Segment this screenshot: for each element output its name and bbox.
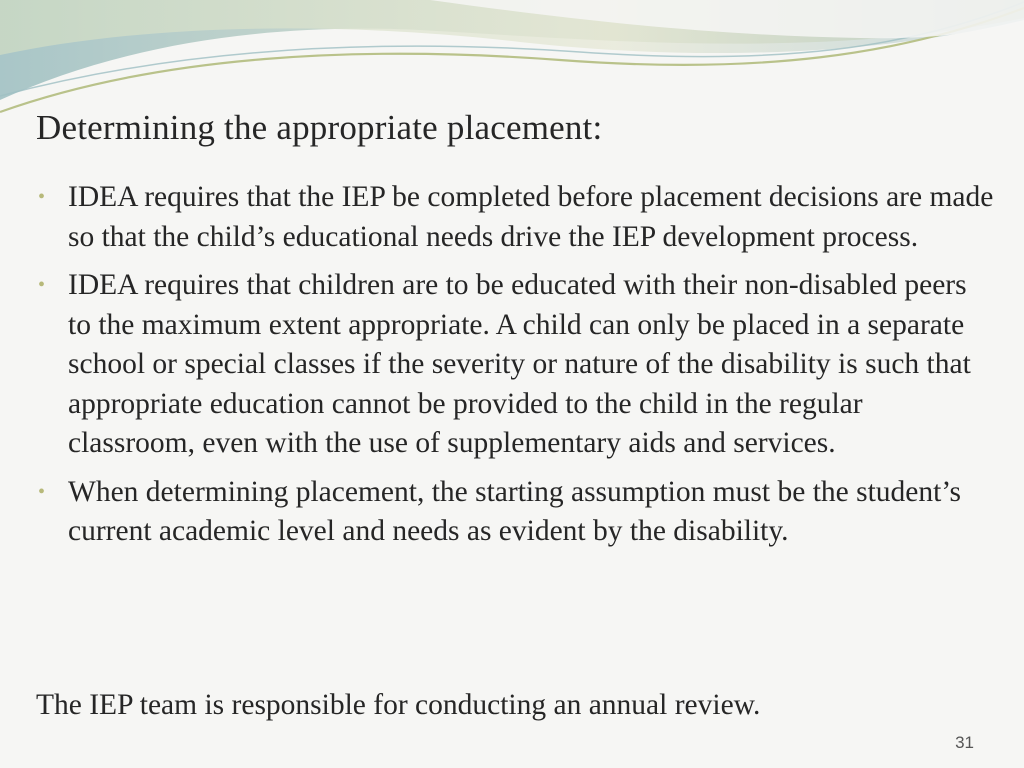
bullet-list	[36, 178, 996, 561]
bullet-icon: •	[38, 274, 46, 296]
bullet-icon: •	[38, 186, 46, 208]
bullet-item	[36, 473, 996, 552]
slide-heading: Determining the appropriate placement:	[36, 108, 603, 147]
closing-statement: The IEP team is responsible for conducting an annual review.	[36, 689, 761, 721]
bullet-item	[36, 178, 996, 257]
bullet-item	[36, 266, 996, 464]
bullet-icon: •	[38, 480, 46, 503]
page-number: 31	[955, 733, 974, 752]
bullet-text: When determining placement, the starting assumption must be the student’s current academic level and needs as evident by the disability.	[68, 475, 962, 547]
bullet-text: IDEA requires that the IEP be completed before placement decisions are made so that the child’s educational needs drive the IEP development process.	[68, 181, 994, 253]
bullet-text: IDEA requires that children are to be educated with their non-disabled peers to the maximum extent appropriate. A child can only be placed in a separate school or special classes if the severity or nature of the disability is such that appropriate education cannot be provided to the child in the regular classroom, even with the use of supplementary aids and services.	[68, 269, 971, 459]
header-swoosh-decoration	[0, 0, 1024, 125]
